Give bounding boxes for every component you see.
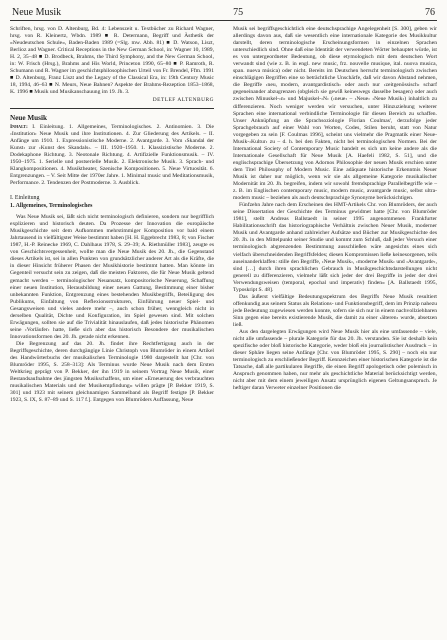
- body-paragraph: Aus den dargelegten Erwägungen wird Neue Musik hier als eine umfassende – viele, nicht alle umfassende – plurale Kategorie für das 20. Jh. verstanden. Sie ist deshalb kein spezifische oder bloß historische Kategorie, weder bloß ein journalistischer Ausdruck – in dieser Sphäre liegen seine Anfänge [Chr. von Blumröder 1995, S. 290] – noch ein nur terminologisch zu erschließender Begriff. Kennzeichen einer historischen Kategorie ist die Tatsache, daß alle partikularen Begriffe, die einen Begriff apologetisch oder polemisch in Anspruch genommen haben, nur mehr als geschichtliche Material berücksichtigt werden, nicht aber mit dem einem jeweiligen Ansatz ursprünglich eigenen Geltungsanspruch. Je heftiger daran Verweter einzelner Positionen die: [233, 329, 437, 392]
- contents-label: Inhalt:: [10, 123, 28, 130]
- article-title: Neue Musik: [10, 113, 47, 122]
- bibliography-paragraph: Schriften, hrsg. von D. Altenburg, Bd. 4: Lebenszeit u. Textbücher zu Richard Wagner, hrsg. von R. Kleinertz, Wbdn. 1989 ■ R. Determann, Begriff und Ästhetik der »Neudeutschen Schule«, Baden-Baden 1989 (=Slg. mw. Abh. 81) ■ D. Watson, Liszt, Berlioz and Wagner. Critical Receptions in the New German School, in: Wagner 10, 1989, H. 2, 35–48 ■ D. Brodbeck, Brahms, the Third Symphony, and the New German School, in: W. Frisch (Hrsg.), Brahms and His World, Princeton 1990, 65–80 ■ P. Ramroth, R. Schumann und R. Wagner im geschichtsphilosophischen Urteil von Fr. Brendel, Ffm. 1991 ■ D. Altenburg, Franz Liszt and the Legacy of the Classical Era, in: 19th Century Music 18, 1994, 46–63 ■ N. Meurs, Neue Bahnen? Aspekte der Brahms-Rezeption 1853–1868, K. 1996 ■ Musik und Musikanschauung im 19. Jh. 3.: [10, 26, 214, 96]
- left-column: [10, 26, 214, 404]
- body-paragraph: Musik sei begriffsgeschichtlich eine deutschsprachige Angelegenheit [S. 300], geben wir allerdings davon aus, daß sie wesentlich eine internationale Kategorie des Musikkultur darstellt, deren terminologische Erscheinungsformen in einzelnen Sprachen unterschiedlich sind. Ohne daß eine Identität der verwendeten Wörter behauptet würde, ist es von untergeordneter Bedeutung, ob diese etymologisch mit dem deutschen Wort verwandt sind (wie z. B. in engl. new music, frz. nouvelle musique, ital. nuova musica, span. nueva música) oder nicht. Bereits im Deutschen herrscht terminologisch zwischen einschlägigen Begriffen eine so beträchtliche Unschärfe, daß wir davon Abstand nehmen, die Begriffe ›neu, modern, avantgardistisch‹ oder auch nur ›zeitgenössisch‹ scharf gegeneinander abzugrenzen (obgleich sie gewiß keineswegs dasselbe besagen) oder auch zwischen Minuskel-›n‹ und Majuskel-›N‹ (›neue‹ – ›Neue‹ ›Neue Musik‹) inhaltlich zu differenzieren. Noch weniger werden wir versuchen, unter Hinzuziehung weiterer Sprachen eine international verbindliche Terminologie für diesen Bereich zu schaffen. Unser Anknüpfung an die Sprachsoziologie Florian Coulmas', derzufolge jeder Sprachgebrauch auf einer Wahl von Worten, Codes, Stilen beruht, statt von Natur vorgegeben zu sein [F. Coulmas 1996], scheint uns vielmehr die Pragmatik einer Neue-Musik-›Kultur‹ zu – d. h. bei den Fakten, nicht bei terminologischen Normen. Bei der International Society of Contemporary Music handelt es sich um keine andere als die Internationale Gesellschaft für Neue Musik [A. Haefeli 1982, S. 51], und die englischsprachige Übersetzung von Adornos Philosophie der neuen Musik erschien unter dem Titel Philosophy of Modern Music. Eine adäquate historische Erkenntnis Neuer Musik ist daher nur möglich, wenn wir sie als allgemeine Kategorie musikalischer Modernität im 20. Jh. begreifen, indem wir sowohl fremdsprachige Parallelbegriffe wie – z. B. im Englischen contemporary music, modern music, avantgarde music, selbst ultra-modern music – beziehen als auch deutschsprachige Synonyme berücksichtigen.: [233, 26, 437, 202]
- article-divider: [10, 108, 214, 109]
- contents-text: I. Einleitung. 1. Allgemeines, Terminologisches. 2. Antinomien. 3. Die ›Institution‹ Neue Musik und ihre Institutionen. 4. Zur Gliederung des Artikels. – II. Anfänge um 1910. 1. Expressionistische Moderne. 2. Avantgarde. 3. Vom ›Skandal der Kunst‹ zur ›Kunst des Skandals‹. – III. 1920–1950. 1. Klassizistische Moderne. 2. Dodekaphone Richtung. 3. Neotonale Richtung. 4. Artifizielle Funktionsmusik. – IV. 1950–1975. 1. Serielle und postserielle Musik. 2. Elektronische Musik. 3. Sprach- und Klangkompositionen. 4. Musiktheater, Szenische Kompositionen. 5. Neue Virtuosität. 6. Entgrenzungen. – V. Seit Mitte der 1970er Jahre. 1. Minimal music und Meditationsmusik, Performance. 2. Tendenzen der Postmoderne. 3. Ausblick.: [10, 123, 214, 186]
- author-signature: DETLEF ALTENBURG: [152, 97, 214, 104]
- section-heading: I. Einleitung: [10, 194, 40, 201]
- body-paragraph: Fünfzehn Jahre nach dem Erscheinen des HMT-Artikels Chr. von Blumröders, der auch seine Dissertation der Geschichte des Terminus gewidmet hatte [Chr. von Blumröder 1981], stellt Andreas Ballstaedt in seiner 1995 angenommenen Frankfurter Habilitationsschrift das historiographische Verhältnis zwischen Neuer Musik, moderner Musik und Avantgarde anhand zahlreicher Aufsätze und Bücher zur Musikgeschichte des 20. Jh. in den Mittelpunkt seiner Studie und kommt zum Schluß, daß jeder Versuch einer terminologisch abgrenzenden Bestimmung ausschließen wäre angesichts eines sich vielfach überschneidenden Begriffsfeldes; diesen Kompromissen ließe keinesorgenen, teils auseinanderklaffen: stille den Begriffe, ›Neue Musik‹, ›moderne Musik‹ und ›Avantgarde‹, sind […] durch ihren sprachlichen Gebrauch in Musikgeschichtsdarstellungen nicht generell zu differenzieren, vielmehr läßt sich jeder der drei Begriffe in jeder der drei Verwendungsweisen (temporal, epochal und imperativ) finden« [A. Ballstaedt 1995, Typoskript S. 48].: [233, 202, 437, 293]
- table-of-contents: [10, 124, 214, 187]
- running-header: [10, 7, 437, 21]
- text-columns: [10, 26, 437, 404]
- body-paragraph: Was Neue Musik sei, läßt sich nicht terminologisch definieren, sondern nur begrifflich explizieren und historisch deuten. Da Prozesse der Innovation die europäische Musikgeschichte seit dem Aufkommen mehrstimmiger Komposition vor bald einem Jahrtausend in vielfältigster Weise bestimmt haben [H. H. Eggebrecht 1983, 8; von Fischer 1987, H.-P. Reinecke 1969, C. Dahlhaus 1978, S. 29–39; A. Riethmüller 1983], zeugte es von Geschichtsvergessenheit, wollte man die Neue Musik des 20. Jh., die Gegenstand dieses Artikels ist, sei in allen Punkten von grundsätzlicher anderer Art als die Kräfte, die in dieser Hinsicht früherer Phasen der Musikhistorie bestimmt hatten. Man könnte im Gegenteil versucht sein zu zeigen, daß die meisten Faktoren, die für Neue Musik geltend gemacht werden – terminologischer Neuansatz, kompositorische Neuerung, Schaffung einer neuen Institution, Herausbildung einer neuen Gattung, Bestimmung einer bisher unbekannten Funktion, Entgrenzung eines bestehenden Musikbegriffs, Beteiligung des Publikums, Einfaltung von Reflexionsstrukturen, Einführung neuer Spiel- und Gesangsweisen und vieles andere mehr –, auch schon früher, wenngleich nicht in derselben Qualität, Dichte und Konfiguration, im Spiel gewesen sind. Mit solchen Erwägungen, sollten sie auf die Trivialität hinauslaufen, daß jedes historische Phänomen seine ›Vorläufer‹ hatte, ließe sich aber das historisch Besondere der musikalischen Innovationsformen des 20. Jh. gerade nicht erkennen.: [10, 214, 214, 340]
- page-number-right: 76: [424, 7, 435, 18]
- body-paragraph: Die Begrenzung auf das 20. Jh. findet ihre Rechtfertigung auch in der Begriffsgeschichte, deren durchgängige Linie Christoph von Blumröder in einem Artikel des Handwörterbuchs der musikalischen Terminologie 1980 dargestellt hat [Chr. von Blumröder 1995, S. 258–313]: Als Terminus wurde Neue Musik nach dem Ersten Weltkrieg geprägt von P. Bekker, der ihn 1919 in seinem Vortrag Neue Musik, einer Bestandsaufnahme des jüngsten Musikschaffens, um einer »Erneuerung des verbrauchten musikalischen Materials und der Musikempfindung« willen prägte [P. Bekker 1919, S. 301] und 1923 mit seinem gleichnamigen Sammelband als Begriff festigte [P. Bekker 1923, S. IX, S. 87–89 und S. 117 f.]. Entgegen von Blumröders Auffassung, Neue: [10, 340, 214, 404]
- section-heading-block: [10, 195, 214, 210]
- subsection-heading: 1. Allgemeines, Terminologisches: [10, 203, 93, 210]
- body-paragraph: Das äußerst vielfältige Bedeutungsspektrum des Begriffs Neue Musik resultiert offenkundig aus seinem Status als Relations- und Funktionsbegriff, dem im Prinzip nahezu jede Bedeutung zugewiesen werden konnte, sofern sie sich nur in einem nachvollziehbaren Sinn gegen eine bereits existierende Musik, die damit zu einer ›älteren‹ wurde, absetzen ließ.: [233, 293, 437, 328]
- running-head-title: Neue Musik: [12, 7, 62, 18]
- page-number-left: 75: [233, 7, 244, 18]
- right-column: [233, 26, 437, 404]
